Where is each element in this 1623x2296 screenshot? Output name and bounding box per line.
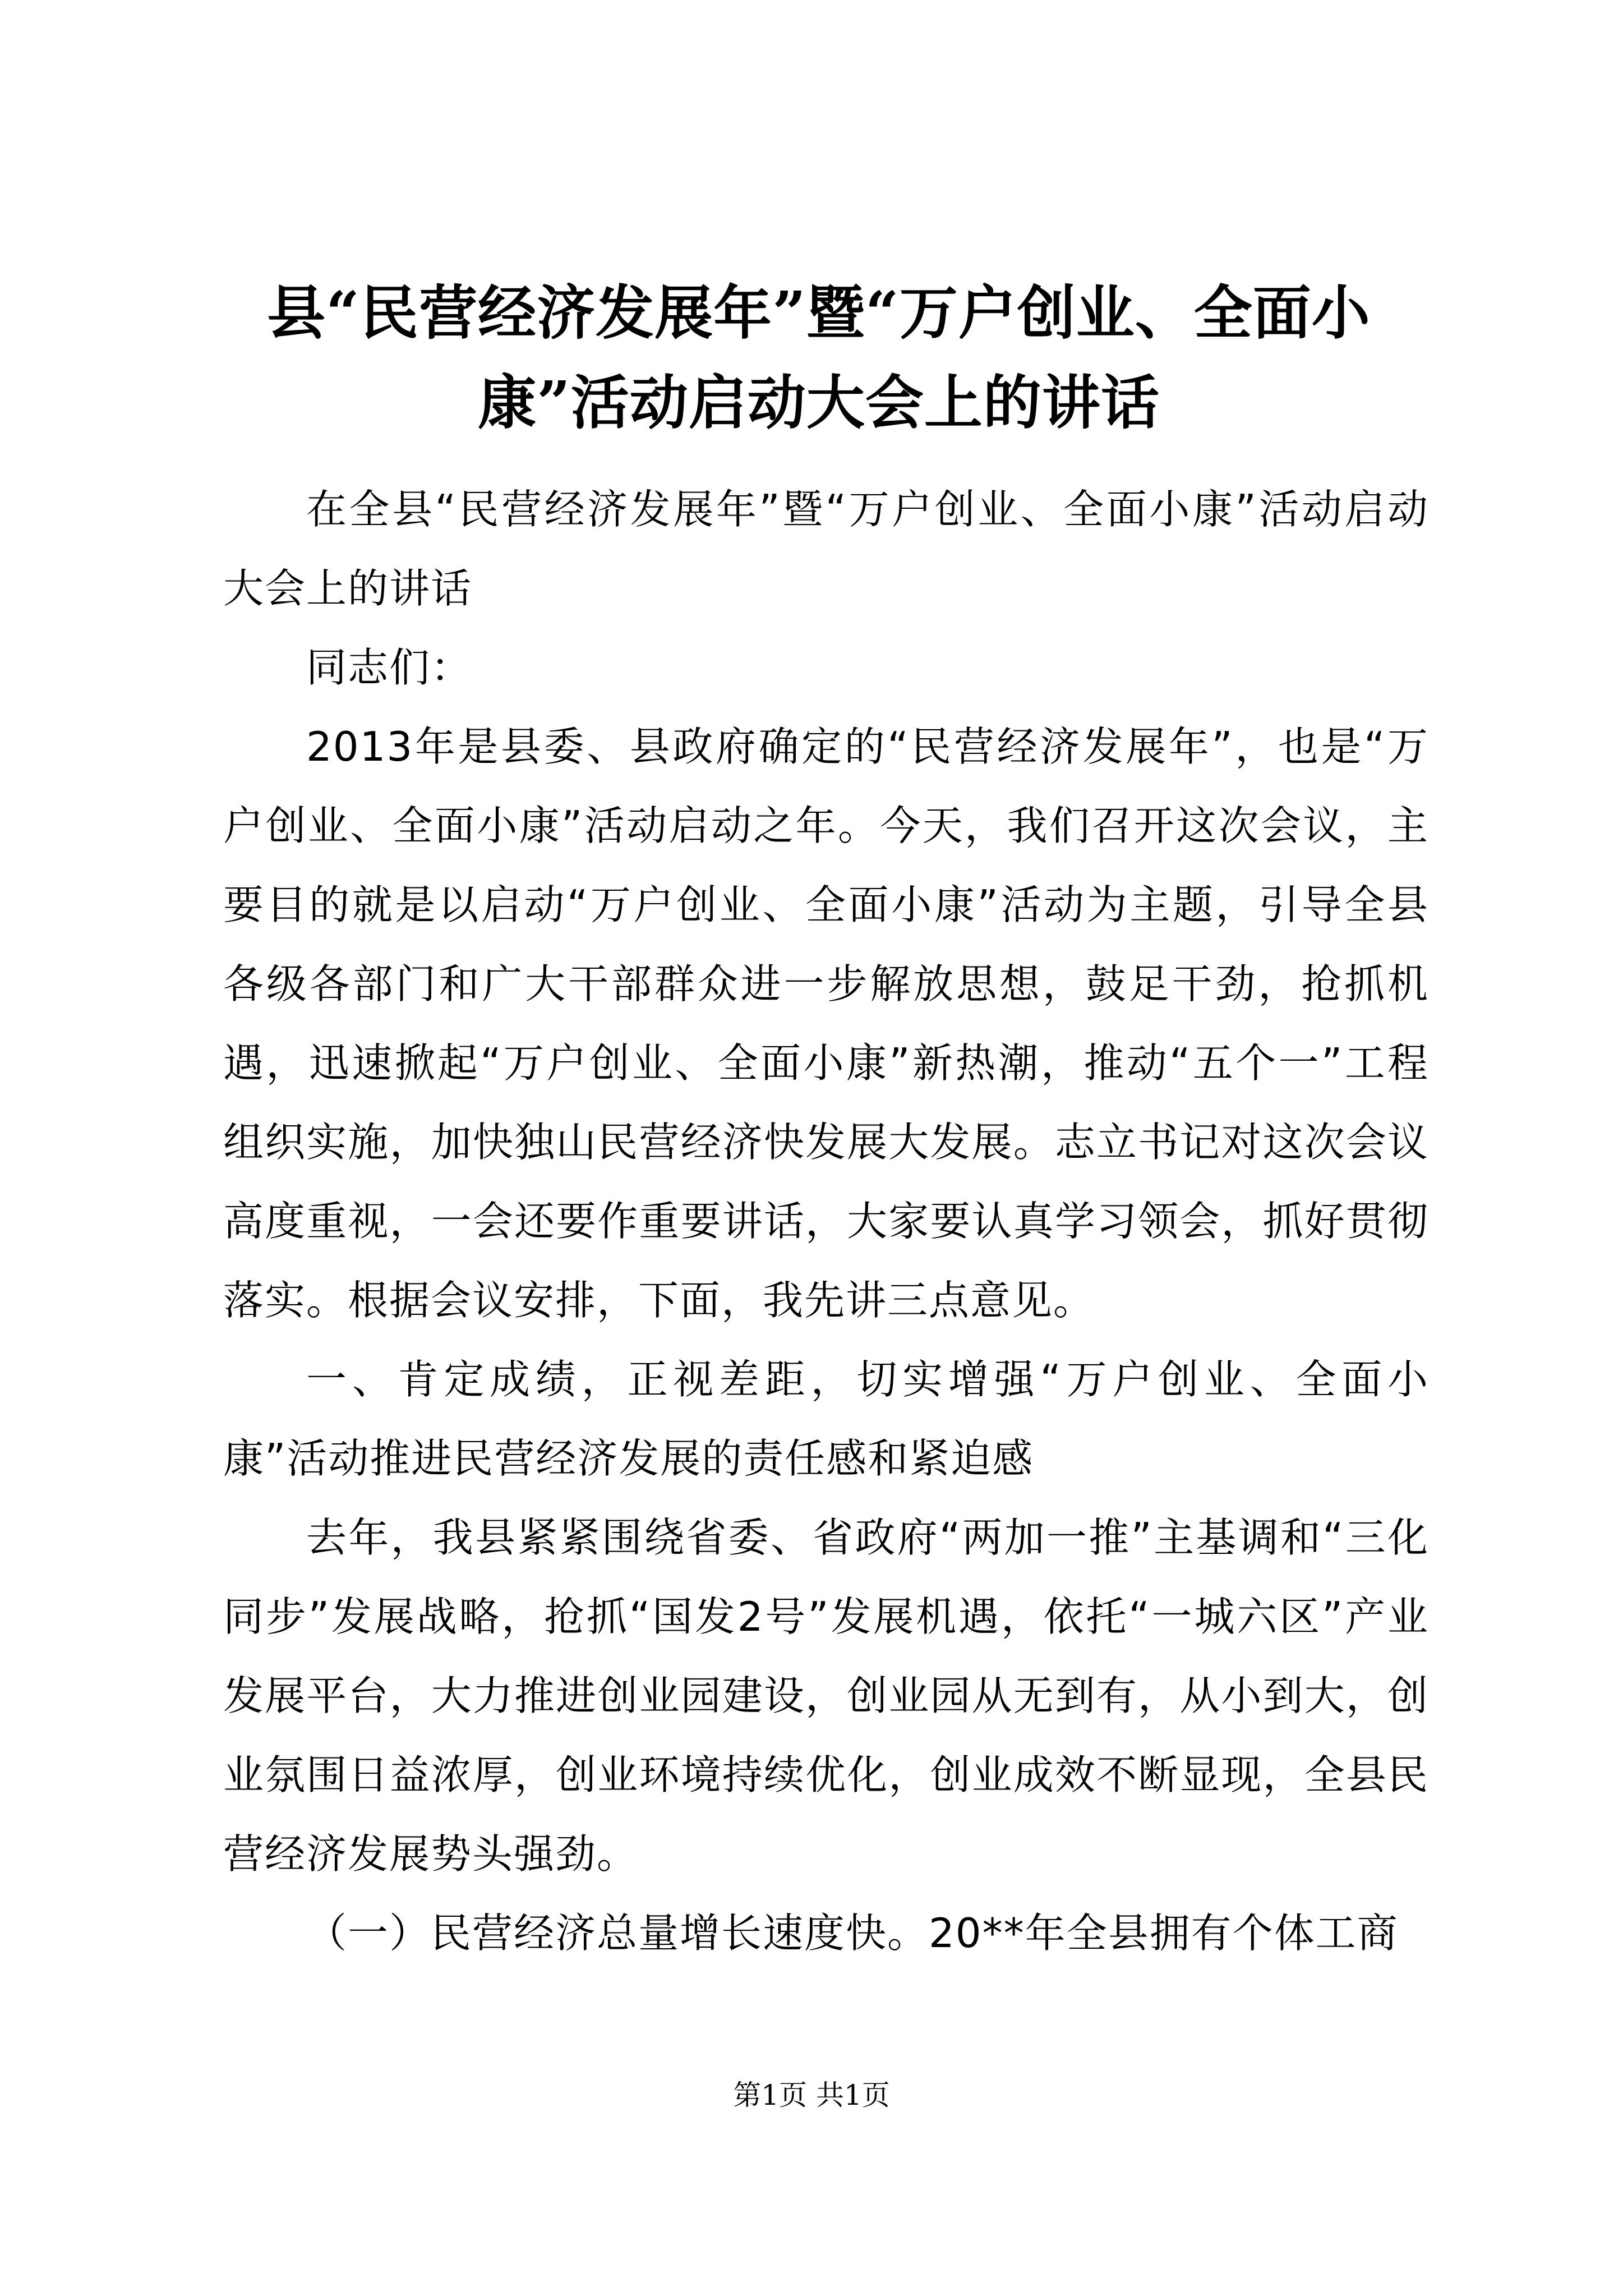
page-footer: 第1页 共1页 (733, 2079, 890, 2111)
subtitle-paragraph: 在全县“民营经济发展年”暨“万户创业、全面小康”活动启动大会上的讲话 (223, 486, 1429, 612)
section-heading: 一、肯定成绩，正视差距，切实增强“万户创业、全面小康”活动推进民营经济发展的责任感和紧迫感 (223, 1356, 1429, 1482)
title-line-2: 康”活动启动大会上的讲话 (478, 368, 1160, 437)
document-body (223, 470, 1429, 1973)
salutation: 同志们： (306, 644, 473, 691)
body-paragraph: 2013年是县委、县政府确定的“民营经济发展年”，也是“万户创业、全面小康”活动启动之年。今天，我们召开这次会议，主要目的就是以启动“万户创业、全面小康”活动为主题，引导全县各级各部门和广大干部群众进一步解放思想，鼓足干劲，抢抓机遇，迅速掀起“万户创业、全面小康”新热潮，推动“五个一”工程组织实施，加快独山民营经济快发展大发展。志立书记对这次会议高度重视，一会还要作重要讲话，大家要认真学习领会，抓好贯彻落实。根据会议安排，下面，我先讲三点意见。 (223, 723, 1429, 1324)
title-line-1: 县“民营经济发展年”暨“万户创业、全面小 (267, 278, 1371, 347)
document-title (202, 268, 1436, 448)
body-paragraph: 去年，我县紧紧围绕省委、省政府“两加一推”主基调和“三化同步”发展战略，抢抓“国发2号”发展机遇，依托“一城六区”产业发展平台，大力推进创业园建设，创业园从无到有，从小到大，创业氛围日益浓厚，创业环境持续优化，创业成效不断显现，全县民营经济发展势头强劲。 (223, 1514, 1429, 1878)
body-paragraph: （一）民营经济总量增长速度快。20**年全县拥有个体工商 (306, 1910, 1399, 1957)
